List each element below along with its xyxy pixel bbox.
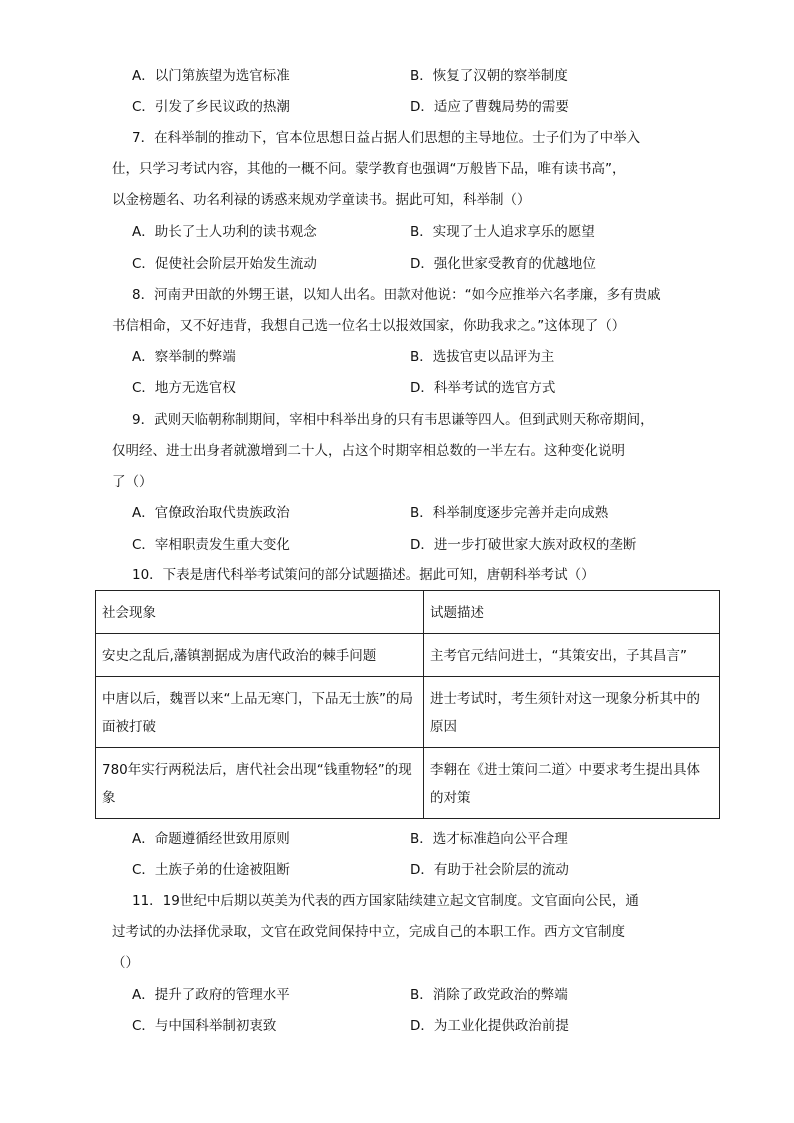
q7-stem-line-1: 7．在科举制的推动下，官本位思想日益占据人们思想的主导地位。士子们为了中举入: [132, 130, 641, 146]
q9-option-d: D．进一步打破世家大族对政权的垄断: [410, 537, 637, 553]
q9-option-a: A．官僚政治取代贵族政治: [132, 505, 290, 521]
table-cell: 780年实行两税法后，唐代社会出现“钱重物轻”的现象: [96, 748, 424, 819]
q7-stem-line-2: 仕，只学习考试内容，其他的一概不问。蒙学教育也强调“万般皆下品，唯有读书高”，: [112, 161, 626, 177]
table-header-cell: 试题描述: [424, 591, 720, 634]
table-cell: 主考官元结问进士，“其策安出，子其昌言”: [424, 634, 720, 677]
q6-option-d: D．适应了曹魏局势的需要: [410, 99, 569, 115]
q10-table: [95, 590, 720, 819]
q8-option-a: A．察举制的弊端: [132, 349, 236, 365]
q11-stem-line-2: 过考试的办法择优录取，文官在政党间保持中立，完成自己的本职工作。西方文官制度: [112, 924, 625, 940]
q10-option-c: C．土族子弟的仕途被阻断: [132, 862, 290, 878]
q9-option-b: B．科举制度逐步完善并走向成熟: [410, 505, 609, 521]
q11-option-c: C．与中国科举制初衷致: [132, 1018, 277, 1034]
q9-stem-line-3: 了（）: [112, 474, 153, 490]
q11-stem-line-3: （）: [112, 955, 139, 971]
q8-stem-line-1: 8．河南尹田歆的外甥王谌，以知人出名。田款对他说：“如今应推举六名孝廉，多有贵戚: [132, 287, 661, 303]
q9-stem-line-2: 仅明经、进士出身者就激增到二十人，占这个时期宰相总数的一半左右。这种变化说明: [112, 443, 625, 459]
table-row: [96, 634, 720, 677]
q11-option-b: B．消除了政党政治的弊端: [410, 987, 568, 1003]
q11-option-d: D．为工业化提供政治前提: [410, 1018, 569, 1034]
q8-option-b: B．选拔官吏以品评为主: [410, 349, 555, 365]
q8-option-c: C．地方无选官权: [132, 380, 236, 396]
q6-option-a: A．以门第族望为选官标准: [132, 68, 290, 84]
q7-option-a: A．助长了士人功利的读书观念: [132, 224, 317, 240]
q7-option-d: D．强化世家受教育的优越地位: [410, 256, 596, 272]
q6-option-c: C．引发了乡民议政的热潮: [132, 99, 290, 115]
q7-stem-line-3: 以金榜题名、功名利禄的诱惑来规劝学童读书。据此可知，科举制（）: [112, 192, 531, 208]
q10-option-a: A．命题遵循经世致用原则: [132, 831, 290, 847]
table-cell: 进士考试时，考生须针对这一现象分析其中的原因: [424, 677, 720, 748]
q10-option-d: D．有助于社会阶层的流动: [410, 862, 569, 878]
q8-option-d: D．科举考试的选官方式: [410, 380, 556, 396]
table-row: [96, 677, 720, 748]
q6-option-b: B．恢复了汉朝的察举制度: [410, 68, 568, 84]
q11-stem-line-1: 11．19世纪中后期以英美为代表的西方国家陆续建立起文官制度。文官面向公民，通: [132, 893, 639, 909]
table-row: [96, 748, 720, 819]
table-cell: 安史之乱后,藩镇割据成为唐代政治的棘手问题: [96, 634, 424, 677]
q9-stem-line-1: 9．武则天临朝称制期间，宰相中科举出身的只有韦思谦等四人。但到武则天称帝期间，: [132, 412, 654, 428]
table-header-cell: 社会现象: [96, 591, 424, 634]
table-header-row: [96, 591, 720, 634]
table-cell: 李翱在《进士策问二道〉中要求考生提出具体的对策: [424, 748, 720, 819]
q8-stem-line-2: 书信相命，又不好违背，我想自己选一位名士以报效国家，你助我求之。”这体现了（）: [112, 318, 626, 334]
q9-option-c: C．宰相职责发生重大变化: [132, 537, 290, 553]
table-cell: 中唐以后，魏晋以来“上品无寒门，下品无士族”的局面被打破: [96, 677, 424, 748]
q7-option-c: C．促使社会阶层开始发生流动: [132, 256, 317, 272]
q10-option-b: B．选才标准趋向公平合理: [410, 831, 568, 847]
q11-option-a: A．提升了政府的管理水平: [132, 987, 290, 1003]
q7-option-b: B．实现了士人追求享乐的愿望: [410, 224, 595, 240]
q10-stem: 10．下表是唐代科举考试策问的部分试题描述。据此可知，唐朝科举考试（）: [132, 567, 595, 583]
